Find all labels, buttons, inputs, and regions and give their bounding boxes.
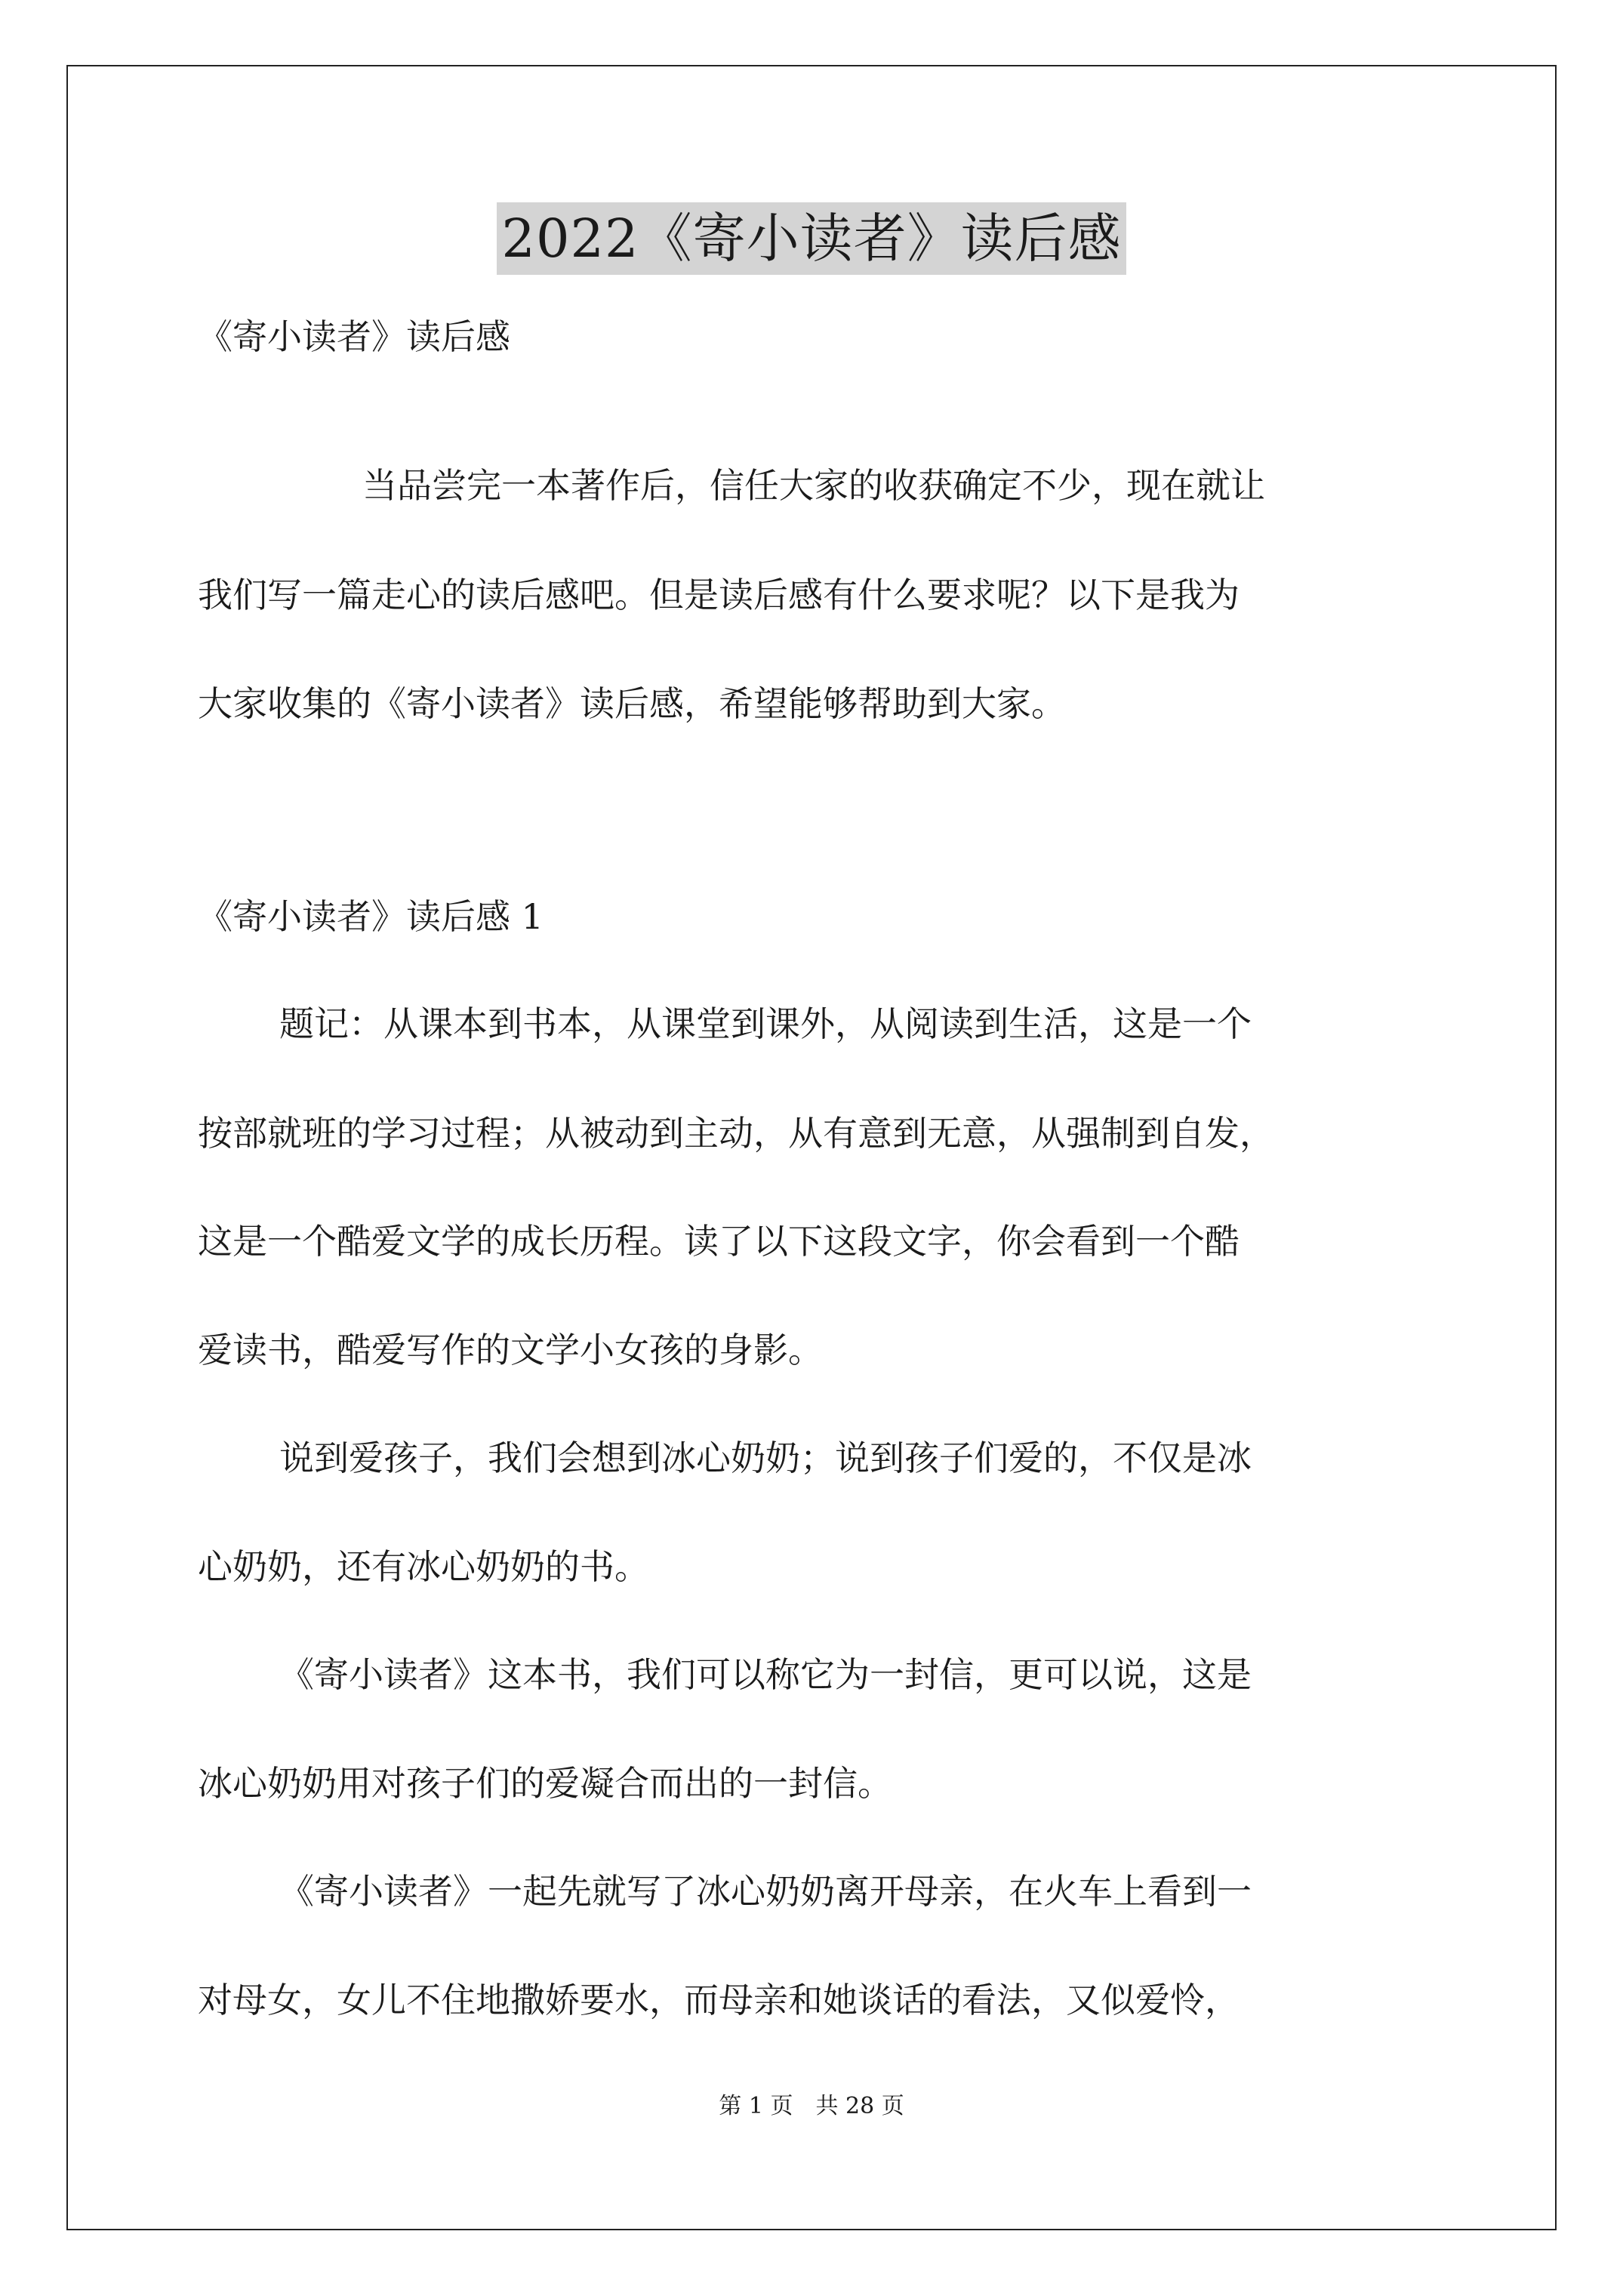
paragraph-line: 《寄小读者》这本书，我们可以称它为一封信，更可以说，这是 (279, 1654, 1252, 1695)
paragraph-line: 当品尝完一本著作后，信任大家的收获确定不少，现在就让 (362, 465, 1265, 506)
section-heading: 《寄小读者》读后感 (198, 316, 510, 357)
paragraph-line: 《寄小读者》一起先就写了冰心奶奶离开母亲，在火车上看到一 (279, 1871, 1252, 1912)
paragraph-line: 大家收集的《寄小读者》读后感，希望能够帮助到大家。 (198, 683, 1066, 724)
paragraph-line: 说到爱孩子，我们会想到冰心奶奶；说到孩子们爱的，不仅是冰 (279, 1438, 1252, 1478)
paragraph-line: 冰心奶奶用对孩子们的爱凝合而出的一封信。 (198, 1763, 892, 1804)
paragraph-line: 题记：从课本到书本，从课堂到课外，从阅读到生活，这是一个 (279, 1003, 1252, 1044)
title-container (0, 202, 1623, 275)
paragraph-line: 对母女，女儿不住地撒娇要水，而母亲和她谈话的看法，又似爱怜， (198, 1980, 1240, 2020)
document-title: 2022《寄小读者》读后感 (497, 202, 1126, 275)
page-number: 第 1 页 共 28 页 (719, 2093, 904, 2119)
paragraph-line: 心奶奶，还有冰心奶奶的书。 (198, 1546, 649, 1587)
section-heading: 《寄小读者》读后感 1 (198, 896, 544, 937)
paragraph-line: 按部就班的学习过程；从被动到主动，从有意到无意，从强制到自发， (198, 1113, 1274, 1154)
paragraph-line: 我们写一篇走心的读后感吧。但是读后感有什么要求呢？以下是我为 (198, 575, 1240, 615)
paragraph-line: 爱读书，酷爱写作的文学小女孩的身影。 (198, 1330, 823, 1370)
paragraph-line: 这是一个酷爱文学的成长历程。读了以下这段文字，你会看到一个酷 (198, 1221, 1240, 1262)
